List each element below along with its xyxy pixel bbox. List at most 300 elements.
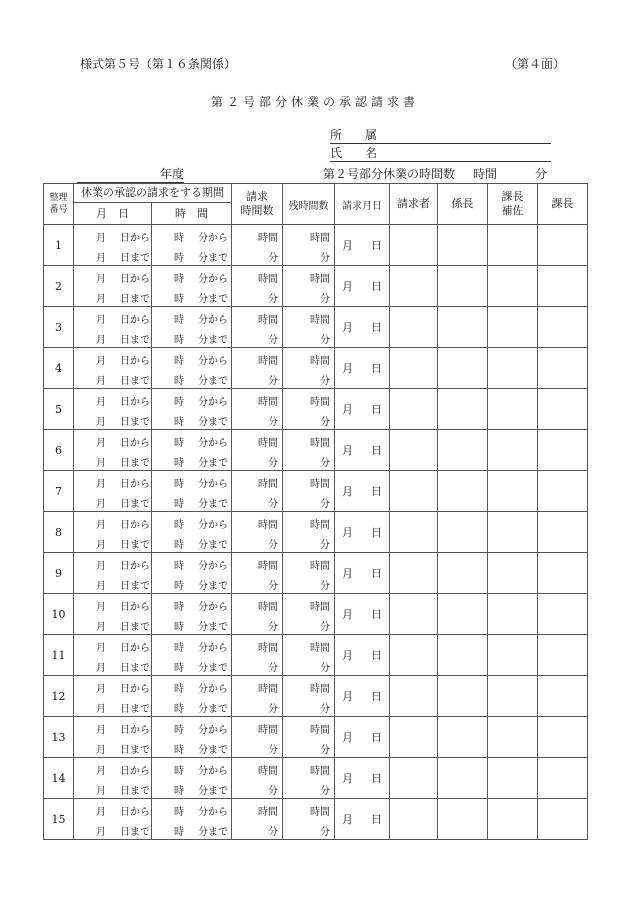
req-day-label: 日 xyxy=(371,813,382,826)
from-month-label: 月 xyxy=(96,397,106,408)
time-range-cell[interactable] xyxy=(152,635,232,676)
affiliation-field[interactable] xyxy=(330,127,551,144)
hours-label: 時間 xyxy=(310,725,330,736)
to-day-label: 日まで xyxy=(120,294,150,305)
manager-seal-cell[interactable] xyxy=(538,676,588,717)
table-row xyxy=(44,225,588,266)
hours-label: 時間 xyxy=(258,315,278,326)
from-hour-label: 時 xyxy=(174,520,184,531)
requester-seal-cell[interactable] xyxy=(390,799,438,840)
date-range-cell[interactable] xyxy=(74,635,152,676)
minutes-label: 分 xyxy=(320,745,330,756)
from-minute-label: 分から xyxy=(198,520,228,531)
requester-seal-cell[interactable] xyxy=(390,348,438,389)
time-range-cell[interactable] xyxy=(152,758,232,799)
chief-seal-cell[interactable] xyxy=(438,553,488,594)
minutes-label: 分 xyxy=(320,704,330,715)
minutes-label: 分 xyxy=(268,499,278,510)
requester-seal-cell[interactable] xyxy=(390,225,438,266)
date-range-cell[interactable] xyxy=(74,471,152,512)
time-range-cell[interactable] xyxy=(152,266,232,307)
from-month-label: 月 xyxy=(96,684,106,695)
request-date-cell[interactable] xyxy=(335,676,390,717)
from-hour-label: 時 xyxy=(174,807,184,818)
to-day-label: 日まで xyxy=(120,335,150,346)
remaining-hours-cell[interactable] xyxy=(283,348,335,389)
assistant-manager-seal-cell[interactable] xyxy=(488,389,538,430)
to-hour-label: 時 xyxy=(174,704,184,715)
table-row xyxy=(44,430,588,471)
to-day-label: 日まで xyxy=(120,786,150,797)
to-month-label: 月 xyxy=(96,335,106,346)
time-range-cell[interactable] xyxy=(152,553,232,594)
chief-seal-cell[interactable] xyxy=(438,471,488,512)
remaining-hours-cell[interactable] xyxy=(283,553,335,594)
from-month-label: 月 xyxy=(96,356,106,367)
chief-seal-cell[interactable] xyxy=(438,266,488,307)
row-number: 2 xyxy=(44,266,74,307)
row-number: 9 xyxy=(44,553,74,594)
assistant-manager-seal-cell[interactable] xyxy=(488,635,538,676)
requested-hours-cell[interactable] xyxy=(232,266,283,307)
req-day-label: 日 xyxy=(371,608,382,621)
requested-hours-cell[interactable] xyxy=(232,758,283,799)
to-month-label: 月 xyxy=(96,581,106,592)
requested-hours-cell[interactable] xyxy=(232,348,283,389)
req-day-label: 日 xyxy=(371,772,382,785)
to-hour-label: 時 xyxy=(174,827,184,838)
to-month-label: 月 xyxy=(96,458,106,469)
assistant-manager-seal-cell[interactable] xyxy=(488,799,538,840)
requester-seal-cell[interactable] xyxy=(390,676,438,717)
table-row xyxy=(44,553,588,594)
minutes-label: 分 xyxy=(320,622,330,633)
from-month-label: 月 xyxy=(96,807,106,818)
requested-hours-cell[interactable] xyxy=(232,389,283,430)
affiliation-label-2: 属 xyxy=(365,128,378,142)
remaining-hours-cell[interactable] xyxy=(283,389,335,430)
row-number: 5 xyxy=(44,389,74,430)
request-date-cell[interactable] xyxy=(335,471,390,512)
hours-label: 時間 xyxy=(310,233,330,244)
requested-hours-cell[interactable] xyxy=(232,717,283,758)
to-minute-label: 分まで xyxy=(198,827,228,838)
time-range-cell[interactable] xyxy=(152,676,232,717)
table-row xyxy=(44,717,588,758)
date-range-cell[interactable] xyxy=(74,799,152,840)
remaining-hours-cell[interactable] xyxy=(283,266,335,307)
from-minute-label: 分から xyxy=(198,766,228,777)
minutes-label: 分 xyxy=(320,499,330,510)
hours-label: 時間 xyxy=(258,684,278,695)
req-month-label: 月 xyxy=(342,813,353,826)
to-minute-label: 分まで xyxy=(198,745,228,756)
chief-seal-cell[interactable] xyxy=(438,758,488,799)
from-day-label: 日から xyxy=(120,520,150,531)
from-hour-label: 時 xyxy=(174,479,184,490)
hours-unit: 時間 xyxy=(473,167,498,181)
time-range-cell[interactable] xyxy=(152,717,232,758)
hours-label: 時間 xyxy=(310,520,330,531)
manager-seal-cell[interactable] xyxy=(538,348,588,389)
hours-label: 時間 xyxy=(258,274,278,285)
chief-seal-cell[interactable] xyxy=(438,717,488,758)
req-day-label: 日 xyxy=(371,403,382,416)
remaining-hours-cell[interactable] xyxy=(283,225,335,266)
request-date-cell[interactable] xyxy=(335,266,390,307)
page-number: （第４面） xyxy=(505,57,566,71)
hours-label: 時間 xyxy=(258,602,278,613)
requester-seal-cell[interactable] xyxy=(390,512,438,553)
requester-seal-cell[interactable] xyxy=(390,594,438,635)
from-minute-label: 分から xyxy=(198,684,228,695)
request-date-cell[interactable] xyxy=(335,717,390,758)
to-day-label: 日まで xyxy=(120,458,150,469)
time-range-cell[interactable] xyxy=(152,471,232,512)
date-range-cell[interactable] xyxy=(74,430,152,471)
remaining-hours-cell[interactable] xyxy=(283,717,335,758)
req-month-label: 月 xyxy=(342,321,353,334)
req-month-label: 月 xyxy=(342,485,353,498)
hours-label: 時間 xyxy=(258,807,278,818)
remaining-hours-cell[interactable] xyxy=(283,307,335,348)
minutes-label: 分 xyxy=(320,335,330,346)
req-day-label: 日 xyxy=(371,731,382,744)
date-range-cell[interactable] xyxy=(74,225,152,266)
to-hour-label: 時 xyxy=(174,663,184,674)
from-month-label: 月 xyxy=(96,233,106,244)
request-date-cell[interactable] xyxy=(335,594,390,635)
requester-seal-cell[interactable] xyxy=(390,389,438,430)
to-minute-label: 分まで xyxy=(198,335,228,346)
chief-seal-cell[interactable] xyxy=(438,635,488,676)
to-minute-label: 分まで xyxy=(198,786,228,797)
remaining-hours-cell[interactable] xyxy=(283,594,335,635)
time-range-cell[interactable] xyxy=(152,430,232,471)
assistant-manager-seal-cell[interactable] xyxy=(488,307,538,348)
from-minute-label: 分から xyxy=(198,397,228,408)
hours-label: 時間 xyxy=(310,561,330,572)
requester-seal-cell[interactable] xyxy=(390,717,438,758)
requested-hours-cell[interactable] xyxy=(232,512,283,553)
to-day-label: 日まで xyxy=(120,540,150,551)
requested-hours-cell[interactable] xyxy=(232,430,283,471)
assistant-manager-seal-cell[interactable] xyxy=(488,266,538,307)
req-month-label: 月 xyxy=(342,444,353,457)
hours-label: 時間 xyxy=(258,356,278,367)
assistant-manager-seal-cell[interactable] xyxy=(488,553,538,594)
from-minute-label: 分から xyxy=(198,602,228,613)
to-day-label: 日まで xyxy=(120,827,150,838)
to-month-label: 月 xyxy=(96,253,106,264)
manager-seal-cell[interactable] xyxy=(538,799,588,840)
to-day-label: 日まで xyxy=(120,622,150,633)
minutes-label: 分 xyxy=(268,622,278,633)
chief-seal-cell[interactable] xyxy=(438,389,488,430)
request-date-cell[interactable] xyxy=(335,389,390,430)
req-month-label: 月 xyxy=(342,280,353,293)
from-minute-label: 分から xyxy=(198,561,228,572)
date-range-cell[interactable] xyxy=(74,553,152,594)
to-day-label: 日まで xyxy=(120,376,150,387)
hours-label: 時間 xyxy=(310,479,330,490)
hours-label: 時間 xyxy=(258,561,278,572)
remaining-hours-cell[interactable] xyxy=(283,512,335,553)
remaining-hours-cell[interactable] xyxy=(283,799,335,840)
request-date-cell[interactable] xyxy=(335,635,390,676)
name-field[interactable] xyxy=(330,145,551,162)
to-minute-label: 分まで xyxy=(198,663,228,674)
request-date-cell[interactable] xyxy=(335,512,390,553)
requested-hours-cell[interactable] xyxy=(232,225,283,266)
row-number: 13 xyxy=(44,717,74,758)
req-month-label: 月 xyxy=(342,239,353,252)
date-range-cell[interactable] xyxy=(74,676,152,717)
table-row xyxy=(44,471,588,512)
request-date-cell[interactable] xyxy=(335,758,390,799)
hours-label: 時間 xyxy=(310,438,330,449)
to-hour-label: 時 xyxy=(174,417,184,428)
to-month-label: 月 xyxy=(96,827,106,838)
manager-seal-cell[interactable] xyxy=(538,389,588,430)
row-number: 7 xyxy=(44,471,74,512)
req-month-label: 月 xyxy=(342,526,353,539)
request-date-cell[interactable] xyxy=(335,225,390,266)
from-minute-label: 分から xyxy=(198,807,228,818)
date-range-cell[interactable] xyxy=(74,512,152,553)
req-day-label: 日 xyxy=(371,444,382,457)
time-range-cell[interactable] xyxy=(152,799,232,840)
time-range-cell[interactable] xyxy=(152,307,232,348)
from-month-label: 月 xyxy=(96,766,106,777)
header-requested-hours: 請求 時間数 xyxy=(232,184,283,225)
from-minute-label: 分から xyxy=(198,233,228,244)
requested-hours-cell[interactable] xyxy=(232,471,283,512)
to-minute-label: 分まで xyxy=(198,253,228,264)
remaining-hours-cell[interactable] xyxy=(283,635,335,676)
to-hour-label: 時 xyxy=(174,786,184,797)
to-minute-label: 分まで xyxy=(198,581,228,592)
affiliation-label-1: 所 xyxy=(330,128,343,142)
from-day-label: 日から xyxy=(120,315,150,326)
hours-label: 時間 xyxy=(310,397,330,408)
time-range-cell[interactable] xyxy=(152,389,232,430)
to-hour-label: 時 xyxy=(174,745,184,756)
table-row xyxy=(44,389,588,430)
minutes-label: 分 xyxy=(320,827,330,838)
manager-seal-cell[interactable] xyxy=(538,225,588,266)
req-day-label: 日 xyxy=(371,567,382,580)
from-month-label: 月 xyxy=(96,561,106,572)
assistant-manager-seal-cell[interactable] xyxy=(488,348,538,389)
assistant-manager-seal-cell[interactable] xyxy=(488,758,538,799)
hours-label: 時間 xyxy=(258,520,278,531)
chief-seal-cell[interactable] xyxy=(438,594,488,635)
from-day-label: 日から xyxy=(120,233,150,244)
hours-label: 時間 xyxy=(310,274,330,285)
from-day-label: 日から xyxy=(120,438,150,449)
assistant-manager-seal-cell[interactable] xyxy=(488,717,538,758)
table-row xyxy=(44,676,588,717)
row-number: 15 xyxy=(44,799,74,840)
header-period-group: 休業の承認の請求をする期間 xyxy=(74,184,232,203)
chief-seal-cell[interactable] xyxy=(438,307,488,348)
minutes-label: 分 xyxy=(268,417,278,428)
minutes-label: 分 xyxy=(268,335,278,346)
chief-seal-cell[interactable] xyxy=(438,676,488,717)
requester-seal-cell[interactable] xyxy=(390,307,438,348)
to-hour-label: 時 xyxy=(174,253,184,264)
hours-label: 時間 xyxy=(310,315,330,326)
assistant-manager-seal-cell[interactable] xyxy=(488,430,538,471)
header-request-date: 請求月日 xyxy=(335,184,390,225)
to-day-label: 日まで xyxy=(120,745,150,756)
requester-seal-cell[interactable] xyxy=(390,471,438,512)
to-hour-label: 時 xyxy=(174,499,184,510)
fiscal-year-field[interactable] xyxy=(77,166,184,183)
name-label-1: 氏 xyxy=(330,146,343,160)
hours-label: 時間 xyxy=(258,397,278,408)
assistant-manager-seal-cell[interactable] xyxy=(488,512,538,553)
time-range-cell[interactable] xyxy=(152,594,232,635)
requested-hours-cell[interactable] xyxy=(232,307,283,348)
manager-seal-cell[interactable] xyxy=(538,266,588,307)
from-hour-label: 時 xyxy=(174,233,184,244)
date-range-cell[interactable] xyxy=(74,717,152,758)
manager-seal-cell[interactable] xyxy=(538,471,588,512)
remaining-hours-cell[interactable] xyxy=(283,676,335,717)
header-row-number: 整理 番号 xyxy=(44,184,74,225)
chief-seal-cell[interactable] xyxy=(438,512,488,553)
chief-seal-cell[interactable] xyxy=(438,430,488,471)
assistant-manager-seal-cell[interactable] xyxy=(488,471,538,512)
requester-seal-cell[interactable] xyxy=(390,266,438,307)
req-month-label: 月 xyxy=(342,403,353,416)
minutes-label: 分 xyxy=(268,540,278,551)
requested-hours-cell[interactable] xyxy=(232,635,283,676)
from-day-label: 日から xyxy=(120,684,150,695)
time-range-cell[interactable] xyxy=(152,225,232,266)
req-month-label: 月 xyxy=(342,772,353,785)
requested-hours-cell[interactable] xyxy=(232,799,283,840)
req-day-label: 日 xyxy=(371,649,382,662)
minutes-label: 分 xyxy=(268,294,278,305)
to-minute-label: 分まで xyxy=(198,294,228,305)
requester-seal-cell[interactable] xyxy=(390,635,438,676)
manager-seal-cell[interactable] xyxy=(538,553,588,594)
minutes-label: 分 xyxy=(320,540,330,551)
to-hour-label: 時 xyxy=(174,458,184,469)
to-month-label: 月 xyxy=(96,704,106,715)
hours-label: 時間 xyxy=(258,766,278,777)
requester-seal-cell[interactable] xyxy=(390,758,438,799)
from-hour-label: 時 xyxy=(174,725,184,736)
time-range-cell[interactable] xyxy=(152,512,232,553)
manager-seal-cell[interactable] xyxy=(538,594,588,635)
manager-seal-cell[interactable] xyxy=(538,307,588,348)
date-range-cell[interactable] xyxy=(74,348,152,389)
assistant-manager-seal-cell[interactable] xyxy=(488,225,538,266)
hours-label: 時間 xyxy=(310,356,330,367)
req-day-label: 日 xyxy=(371,690,382,703)
manager-seal-cell[interactable] xyxy=(538,635,588,676)
remaining-hours-cell[interactable] xyxy=(283,758,335,799)
request-date-cell[interactable] xyxy=(335,307,390,348)
header-chief: 係長 xyxy=(438,184,488,225)
req-month-label: 月 xyxy=(342,690,353,703)
remaining-hours-cell[interactable] xyxy=(283,430,335,471)
from-hour-label: 時 xyxy=(174,315,184,326)
chief-seal-cell[interactable] xyxy=(438,348,488,389)
manager-seal-cell[interactable] xyxy=(538,430,588,471)
document-title: 第２号部分休業の承認請求書 xyxy=(210,95,419,109)
minutes-label: 分 xyxy=(268,376,278,387)
hours-label: 時間 xyxy=(310,643,330,654)
manager-seal-cell[interactable] xyxy=(538,512,588,553)
date-range-cell[interactable] xyxy=(74,389,152,430)
requester-seal-cell[interactable] xyxy=(390,430,438,471)
minutes-unit: 分 xyxy=(535,167,548,181)
date-range-cell[interactable] xyxy=(74,266,152,307)
to-month-label: 月 xyxy=(96,417,106,428)
to-minute-label: 分まで xyxy=(198,622,228,633)
request-date-cell[interactable] xyxy=(335,430,390,471)
requester-seal-cell[interactable] xyxy=(390,553,438,594)
request-date-cell[interactable] xyxy=(335,348,390,389)
time-range-cell[interactable] xyxy=(152,348,232,389)
date-range-cell[interactable] xyxy=(74,307,152,348)
from-hour-label: 時 xyxy=(174,438,184,449)
hours-label: 時間 xyxy=(258,479,278,490)
request-date-cell[interactable] xyxy=(335,799,390,840)
assistant-manager-seal-cell[interactable] xyxy=(488,676,538,717)
requested-hours-cell[interactable] xyxy=(232,594,283,635)
chief-seal-cell[interactable] xyxy=(438,799,488,840)
to-hour-label: 時 xyxy=(174,335,184,346)
from-day-label: 日から xyxy=(120,602,150,613)
row-number: 10 xyxy=(44,594,74,635)
row-number: 8 xyxy=(44,512,74,553)
req-month-label: 月 xyxy=(342,608,353,621)
to-month-label: 月 xyxy=(96,622,106,633)
manager-seal-cell[interactable] xyxy=(538,717,588,758)
assistant-manager-seal-cell[interactable] xyxy=(488,594,538,635)
to-hour-label: 時 xyxy=(174,376,184,387)
hours-label: 時間 xyxy=(310,807,330,818)
table-row xyxy=(44,348,588,389)
requested-hours-cell[interactable] xyxy=(232,553,283,594)
to-minute-label: 分まで xyxy=(198,376,228,387)
minutes-label: 分 xyxy=(268,253,278,264)
table-row xyxy=(44,512,588,553)
date-range-cell[interactable] xyxy=(74,594,152,635)
minutes-label: 分 xyxy=(320,294,330,305)
chief-seal-cell[interactable] xyxy=(438,225,488,266)
remaining-hours-cell[interactable] xyxy=(283,471,335,512)
from-month-label: 月 xyxy=(96,602,106,613)
manager-seal-cell[interactable] xyxy=(538,758,588,799)
from-hour-label: 時 xyxy=(174,274,184,285)
request-date-cell[interactable] xyxy=(335,553,390,594)
table-row xyxy=(44,307,588,348)
requested-hours-cell[interactable] xyxy=(232,676,283,717)
minutes-label: 分 xyxy=(320,376,330,387)
from-day-label: 日から xyxy=(120,479,150,490)
table-row xyxy=(44,635,588,676)
date-range-cell[interactable] xyxy=(74,758,152,799)
to-hour-label: 時 xyxy=(174,581,184,592)
to-day-label: 日まで xyxy=(120,417,150,428)
